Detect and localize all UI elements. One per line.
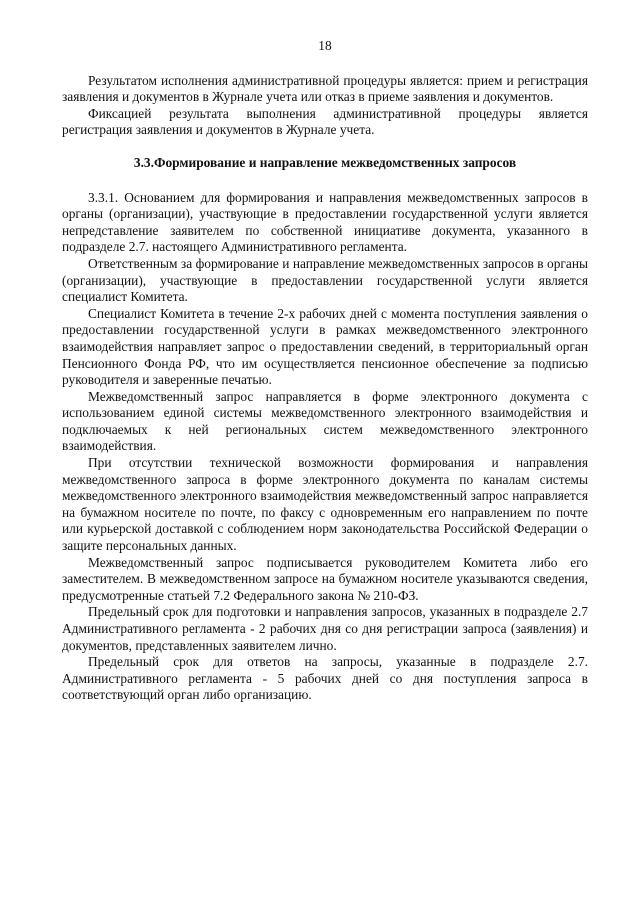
- paragraph: Ответственным за формирование и направление межведомственных запросов в органы (организации), участвующие в предоставлении государственной услуги является специалист Комитета.: [62, 255, 588, 305]
- section-heading: 3.3.Формирование и направление межведомственных запросов: [133, 154, 517, 170]
- paragraph: При отсутствии технической возможности формирования и направления межведомственного запроса в форме электронного документа по каналам системы межведомственного электронного взаимодействия межведомственный запрос направляется на бумажном носителе по почте, по факсу с одновременным его направлением по почте или курьерской доставкой с соблюдением норм законодательства Российской Федерации о защите персональных данных.: [62, 455, 588, 554]
- paragraph: Межведомственный запрос подписывается руководителем Комитета либо его заместителем. В межведомственном запросе на бумажном носителе указываются сведения, предусмотренные статьей 7.2 Федерального закона № 210-ФЗ.: [62, 554, 588, 603]
- paragraph: Специалист Комитета в течение 2-х рабочих дней с момента поступления заявления о предоставлении государственной услуги в рамках межведомственного электронного взаимодействия направляет запрос о предоставлении сведений, в территориальный орган Пенсионного Фонда РФ, что им осуществляется пенсионное обеспечение за подписью руководителя и заверенные печатью.: [62, 305, 588, 388]
- paragraph: 3.3.1. Основанием для формирования и направления межведомственных запросов в органы (организации), участвующие в предоставлении государственной услуги является непредставление заявителем по собственной инициативе документа, указанного в подразделе 2.7. настоящего Административного регламента.: [62, 189, 588, 255]
- paragraph: Предельный срок для ответов на запросы, указанные в подразделе 2.7. Административного регламента - 5 рабочих дней со дня поступления запроса в соответствующий орган либо организацию.: [62, 654, 588, 703]
- paragraph: Фиксацией результата выполнения административной процедуры является регистрация заявления и документов в Журнале учета.: [62, 105, 588, 138]
- paragraph: Межведомственный запрос направляется в форме электронного документа с использованием единой системы межведомственного электронного взаимодействия и подключаемых к ней региональных систем межведомственного электронного взаимодействия.: [62, 388, 588, 454]
- page-number: 18: [318, 38, 332, 53]
- paragraph: Предельный срок для подготовки и направления запросов, указанных в подразделе 2.7 Административного регламента - 2 рабочих дня со дня регистрации запроса (заявления) и документов, представленных заявителем лично.: [62, 604, 588, 653]
- paragraph: Результатом исполнения административной процедуры является: прием и регистрация заявления и документов в Журнале учета или отказ в приеме заявления и документов.: [62, 72, 588, 105]
- paragraph-group-before: [62, 73, 588, 139]
- paragraph-group-after: [62, 190, 588, 704]
